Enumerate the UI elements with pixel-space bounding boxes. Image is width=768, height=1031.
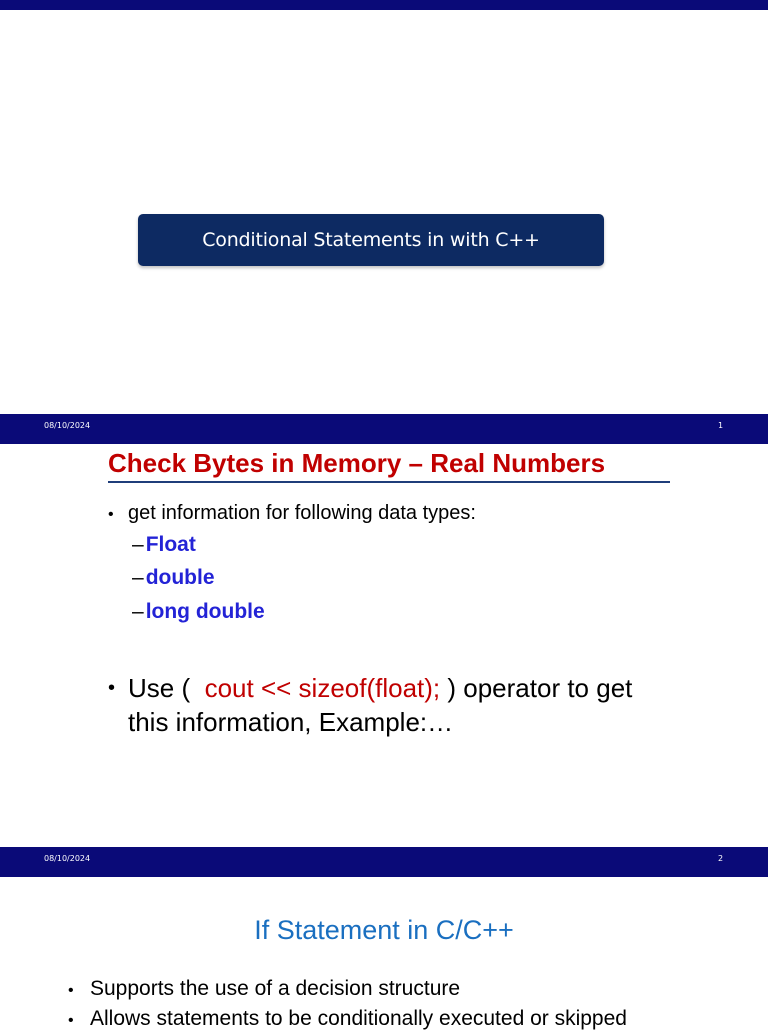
bullet-icon: •: [68, 1012, 74, 1029]
sub-item-label: long double: [145, 600, 265, 623]
bullet-item-large: [108, 671, 708, 739]
heading-underline: [108, 481, 670, 483]
footer-date: 08/10/2024: [44, 854, 91, 863]
slide-title: Conditional Statements in with C++: [202, 229, 540, 251]
slide-footer-1: [0, 414, 768, 444]
sub-item-long-double: [132, 600, 265, 624]
bullet-icon: •: [108, 506, 114, 523]
bullet-text-suffix: ) operator to get: [447, 673, 633, 703]
bullet-text: get information for following data types:: [128, 502, 476, 524]
footer-page-number: 1: [718, 421, 724, 430]
sub-item-float: [132, 533, 196, 557]
bullet-item: [68, 1007, 627, 1031]
bullet-text-prefix: Use (: [128, 673, 191, 703]
slide-heading: Check Bytes in Memory – Real Numbers: [108, 448, 606, 478]
bullet-icon: •: [108, 677, 116, 699]
bullet-text-continuation: this information, Example:…: [128, 707, 454, 737]
footer-date: 08/10/2024: [44, 421, 91, 430]
slide-footer-2: [0, 847, 768, 877]
footer-page-number: 2: [718, 854, 724, 863]
slide-title-box: [138, 214, 604, 266]
bullet-icon: •: [68, 982, 74, 999]
bullet-text: Allows statements to be conditionally executed or skipped: [90, 1007, 627, 1030]
sub-item-double: [132, 566, 215, 590]
bullet-item: [68, 977, 460, 1001]
sub-item-label: double: [145, 566, 215, 589]
dash-icon: –: [132, 533, 144, 556]
bullet-item: [108, 502, 476, 525]
bullet-text: Supports the use of a decision structure: [90, 977, 461, 1000]
dash-icon: –: [132, 566, 144, 589]
sub-item-label: Float: [145, 533, 196, 556]
code-snippet: cout << sizeof(float);: [204, 673, 441, 703]
dash-icon: –: [132, 600, 144, 623]
top-band: [0, 0, 768, 10]
slide-heading: If Statement in C/C++: [254, 915, 514, 945]
